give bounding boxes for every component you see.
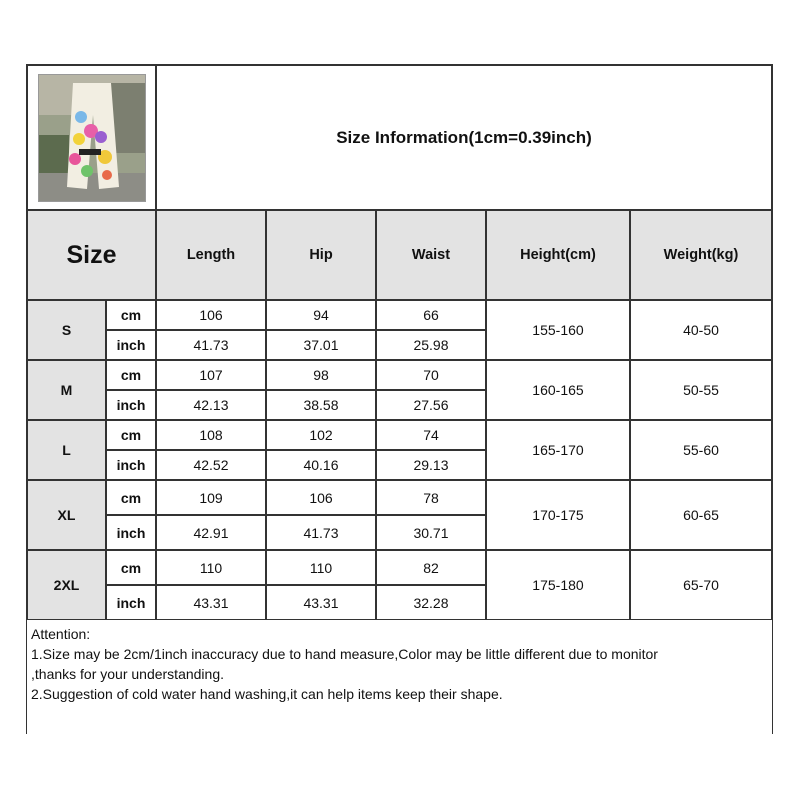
- height-range: [486, 300, 630, 360]
- photo-cell: [27, 65, 156, 210]
- length-in: [156, 390, 266, 420]
- length-cm: [156, 420, 266, 450]
- header-size-label: Size: [66, 240, 117, 269]
- length-in: [156, 515, 266, 550]
- value: 175-180: [532, 577, 584, 593]
- value: 106: [199, 307, 223, 323]
- hip-in: [266, 330, 376, 360]
- height-range: [486, 360, 630, 420]
- value: 42.52: [193, 457, 229, 473]
- unit-label: inch: [116, 337, 146, 353]
- value: 65-70: [683, 577, 719, 593]
- size-label: XL: [57, 507, 76, 523]
- value: 43.31: [303, 594, 339, 611]
- waist-cm: [376, 480, 486, 515]
- title-cell: [156, 65, 772, 210]
- size-chart: [26, 64, 773, 734]
- unit-cm: [106, 550, 156, 585]
- size-label: M: [60, 382, 73, 398]
- header-height-label: Height(cm): [520, 247, 596, 263]
- value: 38.58: [303, 397, 339, 413]
- weight-range: [630, 420, 772, 480]
- hip-in: [266, 450, 376, 480]
- weight-range: [630, 480, 772, 550]
- unit-label: inch: [116, 524, 146, 541]
- value: 110: [309, 559, 333, 576]
- value: 42.13: [193, 397, 229, 413]
- attention-notes: [27, 620, 772, 734]
- length-in: [156, 450, 266, 480]
- length-cm: [156, 480, 266, 515]
- size-l: [27, 420, 106, 480]
- unit-inch: [106, 450, 156, 480]
- unit-label: cm: [120, 307, 142, 323]
- waist-cm: [376, 300, 486, 330]
- size-label: L: [62, 442, 71, 458]
- unit-inch: [106, 585, 156, 620]
- value: 82: [423, 559, 439, 576]
- waist-in: [376, 450, 486, 480]
- size-m: [27, 360, 106, 420]
- size-xl: [27, 480, 106, 550]
- value: 78: [423, 489, 439, 506]
- length-cm: [156, 550, 266, 585]
- value: 66: [423, 307, 439, 323]
- length-cm: [156, 360, 266, 390]
- header-weight: [630, 210, 772, 300]
- waist-cm: [376, 550, 486, 585]
- unit-label: cm: [120, 489, 142, 506]
- value: 94: [313, 307, 329, 323]
- unit-inch: [106, 390, 156, 420]
- value: 50-55: [683, 382, 719, 398]
- unit-inch: [106, 330, 156, 360]
- length-in: [156, 585, 266, 620]
- size-label: 2XL: [53, 577, 80, 593]
- value: 32.28: [413, 594, 449, 611]
- header-weight-label: Weight(kg): [663, 247, 739, 263]
- value: 74: [423, 427, 439, 443]
- unit-inch: [106, 515, 156, 550]
- value: 98: [313, 367, 329, 383]
- value: 110: [199, 559, 223, 576]
- header-length-label: Length: [186, 247, 236, 263]
- weight-range: [630, 550, 772, 620]
- hip-in: [266, 390, 376, 420]
- hip-cm: [266, 480, 376, 515]
- unit-label: cm: [120, 559, 142, 576]
- value: 109: [199, 489, 223, 506]
- value: 160-165: [532, 382, 584, 398]
- unit-label: inch: [116, 397, 146, 413]
- value: 60-65: [683, 507, 719, 523]
- unit-label: inch: [116, 457, 146, 473]
- value: 170-175: [532, 507, 584, 523]
- value: 108: [199, 427, 223, 443]
- unit-label: inch: [116, 594, 146, 611]
- weight-range: [630, 360, 772, 420]
- unit-cm: [106, 420, 156, 450]
- waist-cm: [376, 420, 486, 450]
- hip-cm: [266, 360, 376, 390]
- value: 25.98: [413, 337, 449, 353]
- value: 106: [309, 489, 333, 506]
- hip-cm: [266, 550, 376, 585]
- length-cm: [156, 300, 266, 330]
- value: 40.16: [303, 457, 339, 473]
- header-length: [156, 210, 266, 300]
- page-title: Size Information(1cm=0.39inch): [336, 127, 592, 147]
- header-waist: [376, 210, 486, 300]
- waist-in: [376, 515, 486, 550]
- note-line: ,thanks for your understanding.: [31, 666, 225, 682]
- hip-cm: [266, 300, 376, 330]
- waist-in: [376, 330, 486, 360]
- value: 70: [423, 367, 439, 383]
- value: 40-50: [683, 322, 719, 338]
- height-range: [486, 550, 630, 620]
- value: 55-60: [683, 442, 719, 458]
- unit-cm: [106, 480, 156, 515]
- value: 155-160: [532, 322, 584, 338]
- value: 37.01: [303, 337, 339, 353]
- waist-in: [376, 390, 486, 420]
- size-s: [27, 300, 106, 360]
- size-label: S: [61, 322, 72, 338]
- note-line: 1.Size may be 2cm/1inch inaccuracy due to hand measure,Color may be little different due to monitor: [31, 646, 658, 662]
- header-hip: [266, 210, 376, 300]
- weight-range: [630, 300, 772, 360]
- hip-in: [266, 585, 376, 620]
- height-range: [486, 420, 630, 480]
- value: 41.73: [303, 524, 339, 541]
- product-photo-icon: [38, 74, 146, 202]
- hip-cm: [266, 420, 376, 450]
- value: 27.56: [413, 397, 449, 413]
- notes-heading: Attention:: [31, 626, 91, 642]
- hip-in: [266, 515, 376, 550]
- unit-cm: [106, 300, 156, 330]
- length-in: [156, 330, 266, 360]
- unit-label: cm: [120, 367, 142, 383]
- height-range: [486, 480, 630, 550]
- value: 165-170: [532, 442, 584, 458]
- value: 43.31: [193, 594, 229, 611]
- value: 42.91: [193, 524, 229, 541]
- value: 41.73: [193, 337, 229, 353]
- unit-cm: [106, 360, 156, 390]
- unit-label: cm: [120, 427, 142, 443]
- header-size: [27, 210, 156, 300]
- header-waist-label: Waist: [411, 247, 451, 263]
- note-line: 2.Suggestion of cold water hand washing,it can help items keep their shape.: [31, 686, 503, 702]
- value: 29.13: [413, 457, 449, 473]
- waist-cm: [376, 360, 486, 390]
- header-height: [486, 210, 630, 300]
- waist-in: [376, 585, 486, 620]
- header-hip-label: Hip: [309, 247, 333, 263]
- value: 102: [309, 427, 333, 443]
- size-2xl: [27, 550, 106, 620]
- value: 30.71: [413, 524, 449, 541]
- value: 107: [199, 367, 223, 383]
